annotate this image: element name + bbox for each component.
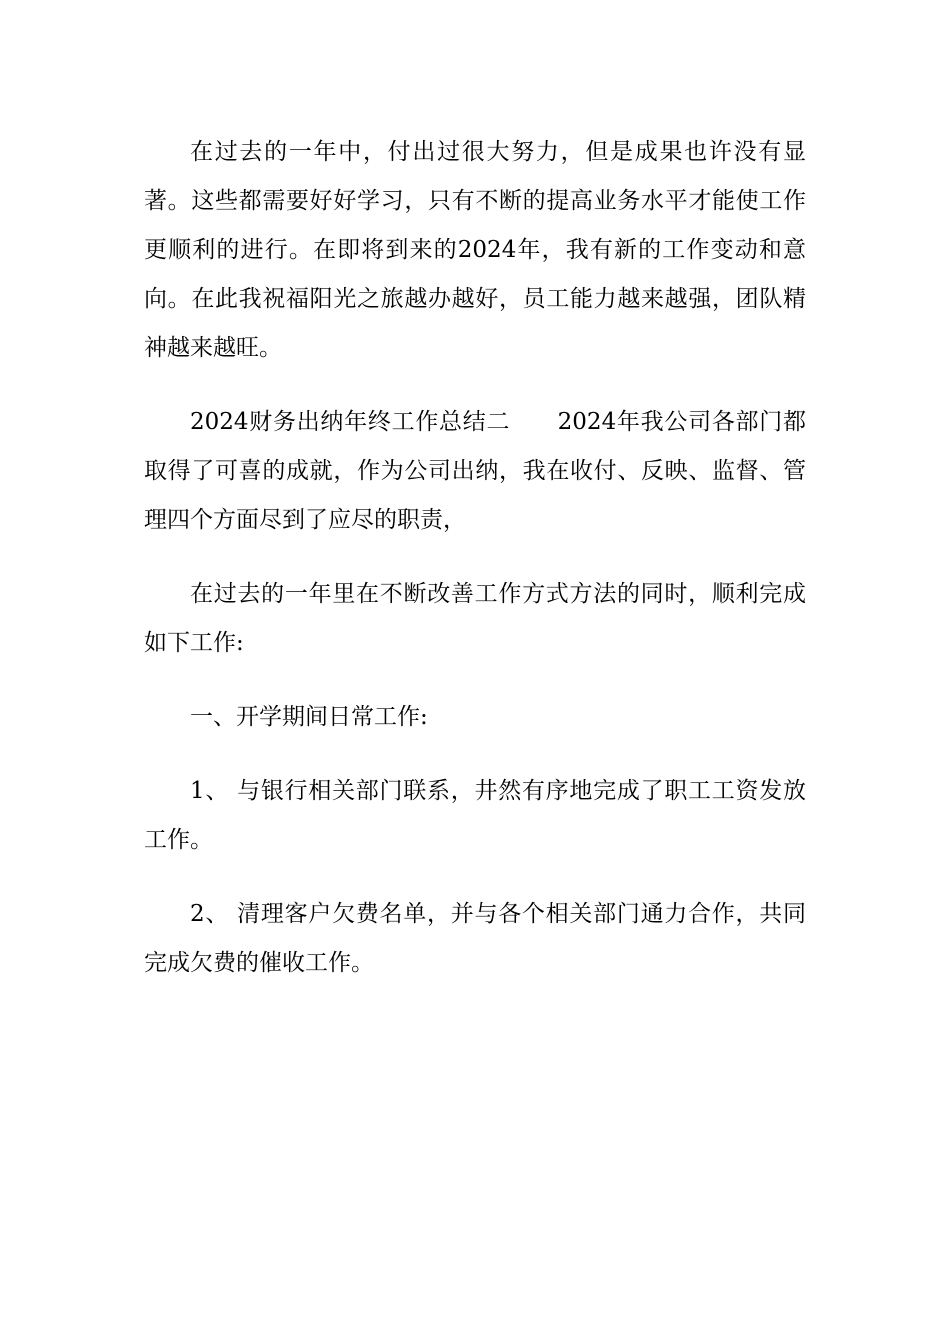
paragraph-intro: 在过去的一年中，付出过很大努力，但是成果也许没有显著。这些都需要好好学习，只有不断的提高业务水平才能使工作更顺利的进行。在即将到来的2024年，我有新的工作变动和意向。在此我祝福阳光之旅越办越好，员工能力越来越强，团队精神越来越旺。 [144,139,806,361]
list-item-1: 1、 与银行相关部门联系，井然有序地完成了职工工资发放工作。 [144,778,806,853]
paragraph-summary-title: 2024财务出纳年终工作总结二 2024年我公司各部门都取得了可喜的成就，作为公司出纳，我在收付、反映、监督、管理四个方面尽到了应尽的职责， [144,409,806,533]
paragraph-work-overview: 在过去的一年里在不断改善工作方式方法的同时，顺利完成如下工作: [144,581,806,656]
list-item-2: 2、 清理客户欠费名单，并与各个相关部门通力合作，共同完成欠费的催收工作。 [144,901,806,976]
section-heading-daily-work: 一、开学期间日常工作: [190,704,428,730]
document-body [144,128,806,988]
